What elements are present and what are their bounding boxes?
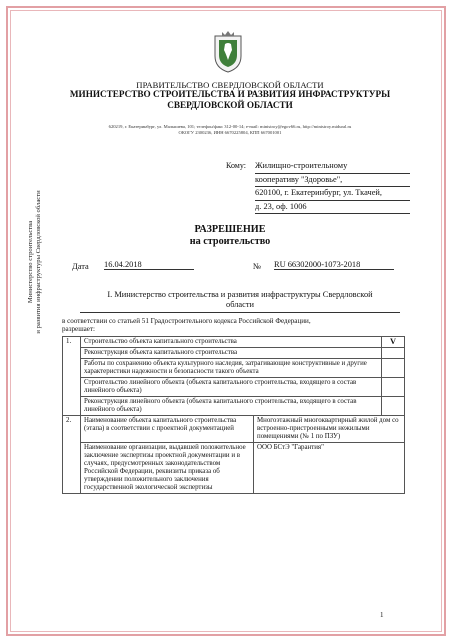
table-row <box>63 359 405 378</box>
ministry-name <box>58 89 402 110</box>
address-line1: 620219, г. Екатеринбург, ул. Малышева, 101; телефон/факс 312-00-14; e-mail: ministroy@egov66.ru, http://ministroy.midural.ru <box>108 124 352 129</box>
document-title <box>150 224 310 247</box>
object-name-label: Наименование объекта капитального строительства (этапа) в соответствии с проектной документацией <box>81 416 254 443</box>
table-row <box>63 337 405 348</box>
table-row <box>63 348 405 359</box>
addressee-line: кооперативу "Здоровье", <box>255 174 410 188</box>
addressee-block <box>255 160 410 214</box>
table-row <box>63 378 405 397</box>
object-name-value: Многоэтажный многоквартирный жилой дом со встроенно-пристроенными нежилыми помещениями (№ 1 по ПЗУ) <box>254 416 405 443</box>
addressee-label: Кому: <box>226 161 246 170</box>
work-type-reconstruction: Реконструкция объекта капитального строительства <box>81 348 382 359</box>
side-stamp-line2: и развития инфраструктуры Свердловской области <box>35 190 42 334</box>
section-heading-line2: области <box>226 300 254 309</box>
permit-table <box>62 336 405 494</box>
row-number: 2. <box>63 416 81 494</box>
addressee-line: 620100, г. Екатеринбург, ул. Ткачей, <box>255 187 410 201</box>
ministry-name-line2: СВЕРДЛОВСКОЙ ОБЛАСТИ <box>167 99 293 110</box>
ministry-address <box>40 124 420 136</box>
title-line1: РАЗРЕШЕНИЕ <box>194 224 266 235</box>
selected-mark: V <box>382 337 405 348</box>
side-stamp-line1: Министерство строительства <box>27 220 34 304</box>
permit-number: RU 66302000-1073-2018 <box>274 260 394 270</box>
work-type-construction: Строительство объекта капитального строительства <box>81 337 382 348</box>
legal-basis-line2: разрешает: <box>62 325 96 334</box>
work-type-linear-reconstruction: Реконструкция линейного объекта (объекта капитального строительства, входящего в состав линейного объекта) <box>81 397 382 416</box>
expert-org-label: Наименование организации, выдавшей положительное заключение экспертизы проектной документации и в случаях, предусмотренных законодательством Российской Федерации, реквизиты приказа об утверждении положительного заключения государственной экологической экспертизы <box>81 443 254 494</box>
side-stamp <box>14 190 54 340</box>
number-label: № <box>253 262 261 271</box>
page-number: 1 <box>380 611 384 619</box>
legal-basis-line1: в соответствии со статьей 51 Градостроительного кодекса Российской Федерации, <box>62 317 311 325</box>
table-row <box>63 416 405 443</box>
expert-org-value: ООО БСтЭ "Гарантия" <box>254 443 405 494</box>
empty-mark <box>382 378 405 397</box>
coat-of-arms-icon <box>211 30 245 74</box>
section-heading-line1: I. Министерство строительства и развития инфраструктуры Свердловской <box>107 290 373 299</box>
empty-mark <box>382 348 405 359</box>
section-heading <box>80 290 400 313</box>
empty-mark <box>382 359 405 378</box>
work-type-linear-construction: Строительство линейного объекта (объекта капитального строительства, входящего в состав линейного объекта) <box>81 378 382 397</box>
title-line2: на строительство <box>189 235 271 247</box>
side-stamp-text <box>27 189 43 335</box>
empty-mark <box>382 397 405 416</box>
government-name: ПРАВИТЕЛЬСТВО СВЕРДЛОВСКОЙ ОБЛАСТИ <box>136 80 324 90</box>
addressee-line: Жилищно-строительному <box>255 160 410 174</box>
date-label: Дата <box>72 262 89 271</box>
work-type-heritage: Работы по сохранению объекта культурного наследия, затрагивающие конструктивные и другие характеристики надежности и безопасности такого объекта <box>81 359 382 378</box>
table-row <box>63 443 405 494</box>
address-line2: ОКОГУ 2300236, ИНН 6670225804, КПП 667001001 <box>178 130 282 135</box>
table-row <box>63 397 405 416</box>
legal-basis <box>62 317 402 334</box>
permit-date: 16.04.2018 <box>104 260 194 270</box>
ministry-name-line1: МИНИСТЕРСТВО СТРОИТЕЛЬСТВА И РАЗВИТИЯ ИНФРАСТРУКТУРЫ <box>69 89 391 99</box>
row-number: 1. <box>63 337 81 416</box>
addressee-line: д. 23, оф. 1006 <box>255 201 410 215</box>
